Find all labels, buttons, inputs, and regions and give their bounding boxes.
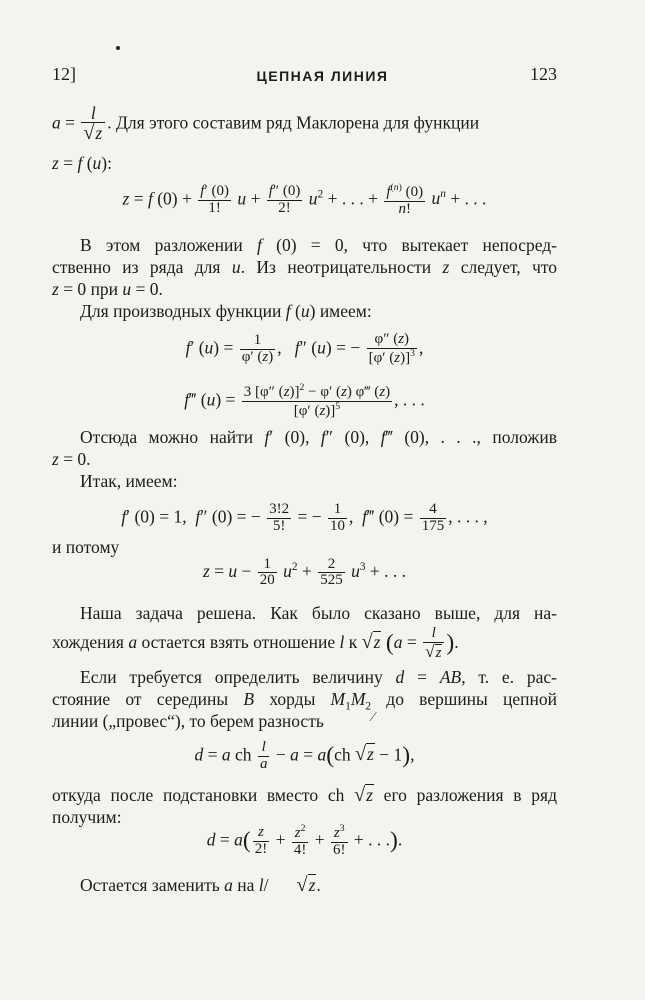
text-line: откуда после подстановки вместо ch √z его разложения в ряд xyxy=(52,784,557,806)
text-line: z = 0 при u = 0. xyxy=(52,279,163,299)
fraction: $\frac{l}{√z}$ xyxy=(81,104,105,145)
formula-z-series: z = u − $\frac{1}{20}$ $u^2$ + $\frac{2}{525}$ $u^3$ + . . . xyxy=(202,555,407,589)
page-number: 123 xyxy=(530,64,557,84)
text-line: линии („провес“), то берем разность xyxy=(52,711,324,731)
text-line: z = 0. xyxy=(52,449,91,469)
formula-maclaurin: z = f (0) + $\frac{f' (0)}{1!}$ u + $\frac{f'' (0)}{2!}$ $u^2$ + . . . + $\frac{f^{(n)} (0)}{n!}$ $u^n$ + . . . xyxy=(122,182,487,217)
text-line: z = f (u): xyxy=(52,153,112,173)
text-line: Для производных функции f (u) имеем: xyxy=(80,301,372,321)
formula-values: f′ (0) = 1, f″ (0) = − $\frac{3!2}{5!}$ = − $\frac{1}{10}$ , f‴ (0) = $\frac{4}{175}$ , . . . , xyxy=(121,501,488,534)
formula-third-derivative: f‴ (u) = $\frac{3 [\varphi'' (z)]^2 - \varphi' (z) \varphi‴ (z)}{[\varphi' (z)]^5}$ , . . . xyxy=(184,382,425,419)
text-line: хождения a остается взять отношение l к √z (a = $\frac{l}{√z}$ ). xyxy=(52,625,459,661)
text-line: В этом разложении f (0) = 0, что вытекает непосред- xyxy=(80,235,558,255)
text-line: Если требуется определить величину d = AB, т. е. рас- xyxy=(80,667,558,687)
text-line: ственно из ряда для u. Из неотрицательности z следует, что xyxy=(52,257,558,277)
text-line: получим: xyxy=(52,807,122,827)
text-line: Отсюда можно найти f′ (0), f″ (0), f‴ (0), . . ., положив xyxy=(80,427,558,447)
text-line: и потому xyxy=(52,537,120,557)
formula-sag: d = a ch $\frac{l}{a}$ − a = a(ch √z − 1), xyxy=(194,739,415,772)
running-title: ЦЕПНАЯ ЛИНИЯ xyxy=(256,68,389,84)
formula-d-series: d = a( $\frac{z}{2!}$ + $\frac{z^2}{4!}$ + $\frac{z^3}{6!}$ + . . .). xyxy=(206,823,403,858)
formula-derivatives: f′ (u) = $\frac{1}{\varphi' (z)}$ , f″ (u) = − $\frac{\varphi'' (z)}{[\varphi' (z)]^3}$ , xyxy=(185,331,424,366)
ink-speck xyxy=(116,46,120,50)
pen-mark: ⁄ xyxy=(372,710,375,725)
text-line: Итак, имеем: xyxy=(80,471,178,491)
text-line: стояние от середины B хорды $M_1M_2$ до вершины цепной xyxy=(52,689,557,713)
text-line: Наша задача решена. Как было сказано выше, для на- xyxy=(80,603,557,623)
text-line: a = $\frac{l}{√z}$ . Для этого составим ряд Маклорена для функции xyxy=(52,103,480,145)
text-line: Остается заменить a на l/ √z. xyxy=(80,874,321,896)
section-number: 12] xyxy=(52,64,76,84)
